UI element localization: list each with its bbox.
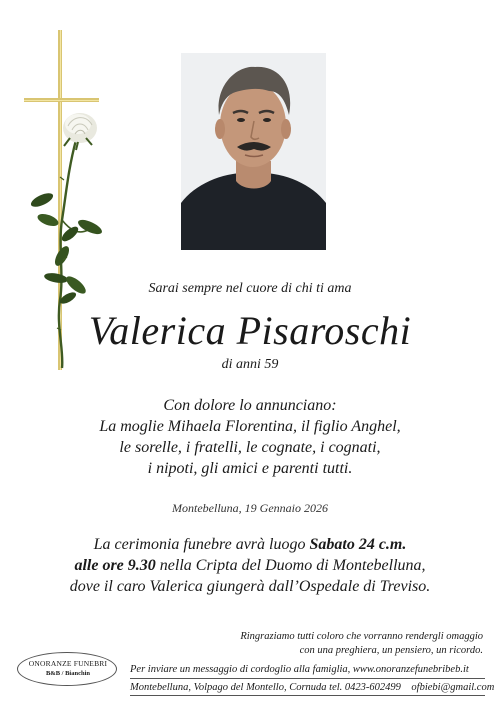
footer-divider (130, 695, 485, 696)
deceased-age: di anni 59 (221, 357, 279, 372)
ceremony-details (0, 534, 500, 597)
funeral-home-logo (17, 652, 117, 686)
announcement-line: Con dolore lo annunciano: (163, 397, 337, 414)
logo-title: ONORANZE FUNEBRI (28, 659, 108, 668)
ceremony-location: nella Cripta del Duomo di Montebelluna, (155, 557, 426, 574)
ceremony-time: alle ore 9.30 (74, 557, 156, 574)
footer-divider (130, 678, 485, 679)
logo-subtitle: B&B / Bianchin (45, 670, 91, 677)
deceased-name: Valerica Pisaroschi (88, 308, 412, 353)
announcement-text (0, 395, 500, 479)
condolence-message-info: Per inviare un messaggio di cordoglio alla famiglia, www.onoranzefunebribeb.it (130, 664, 469, 675)
place-and-date: Montebelluna, 19 Gennaio 2026 (172, 501, 328, 515)
thanks-line-2: con una preghiera, un pensiero, un ricordo. (299, 645, 483, 656)
ceremony-line-2 (0, 555, 500, 576)
ceremony-line-3: dove il caro Valerica giungerà dall’Ospedale di Treviso. (69, 578, 431, 595)
thanks-line-1: Ringraziamo tutti coloro che vorranno rendergli omaggio (240, 631, 483, 642)
portrait-illustration (181, 53, 326, 250)
footer-address: Montebelluna, Volpago del Montello, Cornuda tel. 0423-602499 ofbiebi@gmail.com (130, 682, 495, 693)
ceremony-day: Sabato 24 c.m. (309, 536, 407, 553)
portrait-photo (181, 53, 326, 250)
announcement-line: i nipoti, gli amici e parenti tutti. (147, 460, 353, 477)
thanks-note (200, 630, 483, 658)
announcement-line: La moglie Mihaela Florentina, il figlio Anghel, (99, 418, 401, 435)
announcement-line: le sorelle, i fratelli, le cognate, i cognati, (119, 439, 381, 456)
ceremony-line-1 (0, 534, 500, 555)
tagline: Sarai sempre nel cuore di chi ti ama (148, 281, 352, 296)
ceremony-text: La cerimonia funebre avrà luogo (93, 536, 310, 553)
